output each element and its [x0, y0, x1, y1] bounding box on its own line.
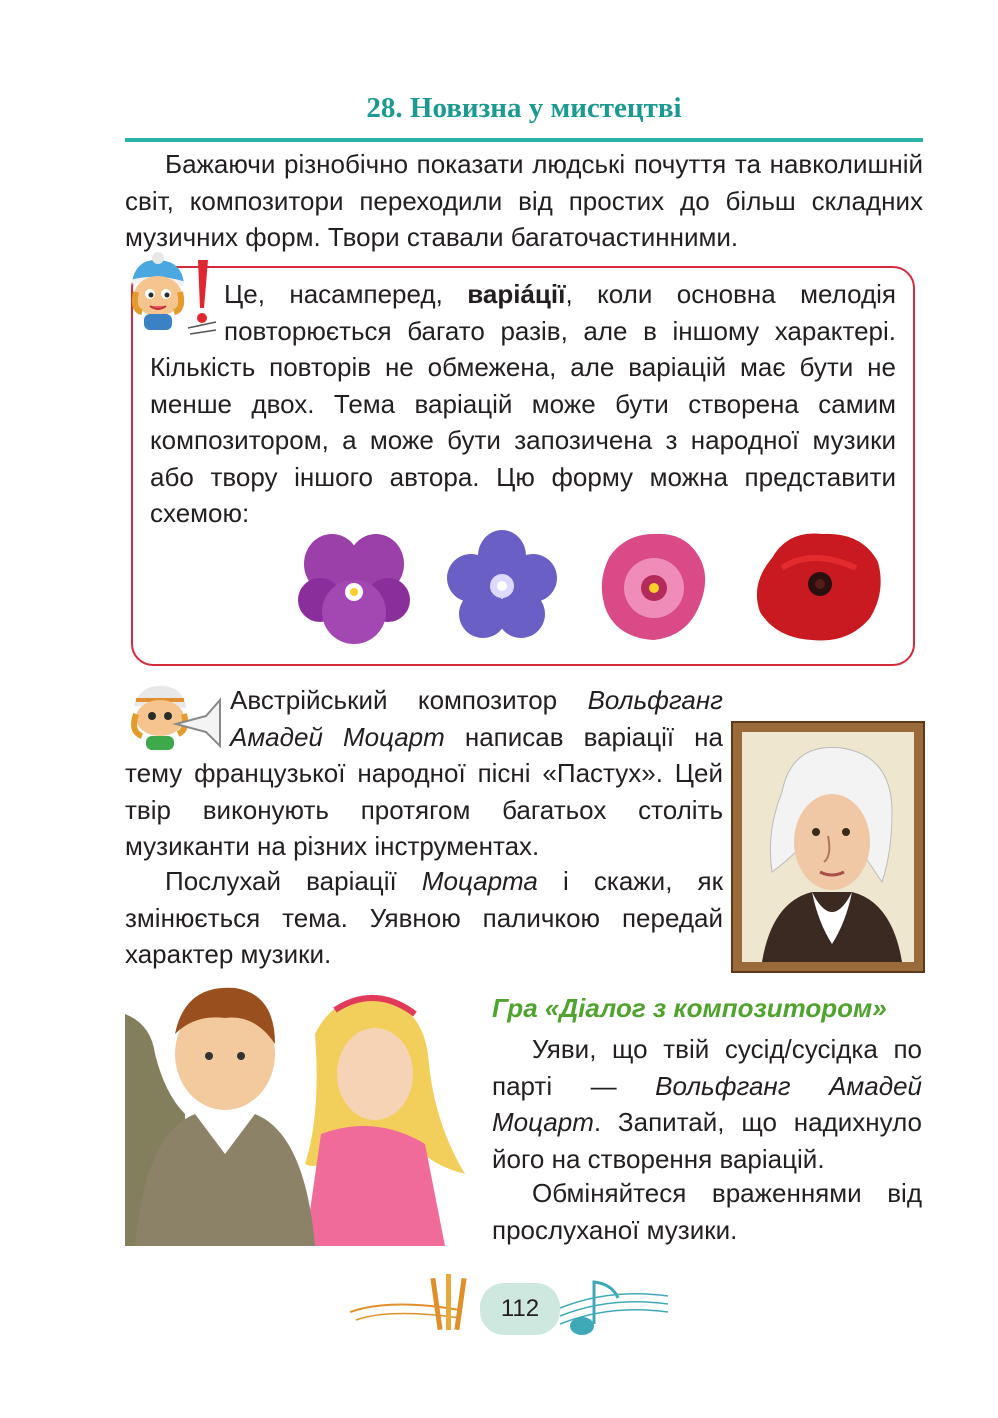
game-text-end: . Запитай, що надихнуло його на створення варіацій.: [492, 1107, 922, 1174]
red-poppy-icon: [752, 528, 886, 646]
composer-name: Вольфганг Амадей Моцарт: [230, 685, 723, 752]
listen-text-start: Послухай варіації: [165, 866, 422, 896]
music-notes-icon: [560, 1282, 668, 1335]
mozart-paragraph-line1: [125, 682, 923, 868]
game-text-start: Уяви, що твій сусід/сусідка по парті —: [492, 1034, 922, 1101]
pink-flower-icon: [596, 528, 712, 646]
children-illustration: [125, 974, 491, 1246]
page-number: 112: [480, 1283, 560, 1335]
game-paragraph: [492, 1031, 922, 1177]
definition-text-end: , коли основна мелодія повторюється багато разів, але в іншому характері. Кількість повторів не обмежена, але варіацій має бути не менше двох. Тема варіацій може бути створена самим композитором, а може бути запозичена з народної музики або твору іншого автора. Цю форму можна представити схемою:: [150, 279, 896, 528]
mozart-text-end: написав варіації на тему французької народної пісні «Пастух». Цей твір виконують протягом багатьох століть музиканти на різних інструментах.: [125, 721, 723, 861]
blue-flower-icon: [447, 530, 557, 642]
brushes-icon: [350, 1274, 467, 1330]
variations-definition: [150, 276, 896, 532]
listen-paragraph: [125, 863, 723, 973]
game-title: Гра «Діалог з композитором»: [492, 993, 887, 1023]
title-divider: [125, 138, 923, 142]
kid-icon-spacer: [125, 682, 230, 754]
icon-spacer: [150, 276, 224, 340]
portrait-spacer: [723, 718, 923, 868]
definition-text-start: Це, насамперед,: [224, 279, 468, 309]
violet-flower-icon: [298, 530, 410, 650]
listen-text-end: і скажи, як змінюється тема. Уявною паличкою передай характер музики.: [125, 866, 723, 969]
exchange-paragraph: Обміняйтеся враженнями від прослуханої музики.: [492, 1178, 922, 1245]
page-title: 28. Новизна у мистецтві: [366, 92, 682, 124]
composer-name-short: Моцарта: [421, 866, 538, 896]
game-composer-name: Вольфганг Амадей Моцарт: [492, 1070, 922, 1137]
mozart-text-start: Австрійський композитор: [230, 685, 588, 715]
term-variations: варіáції: [467, 279, 566, 309]
intro-paragraph: Бажаючи різнобічно показати людські почуття та навколишній світ, композитори переходили від простих до більш складних музичних форм. Твори ставали багаточастинними.: [125, 149, 923, 252]
